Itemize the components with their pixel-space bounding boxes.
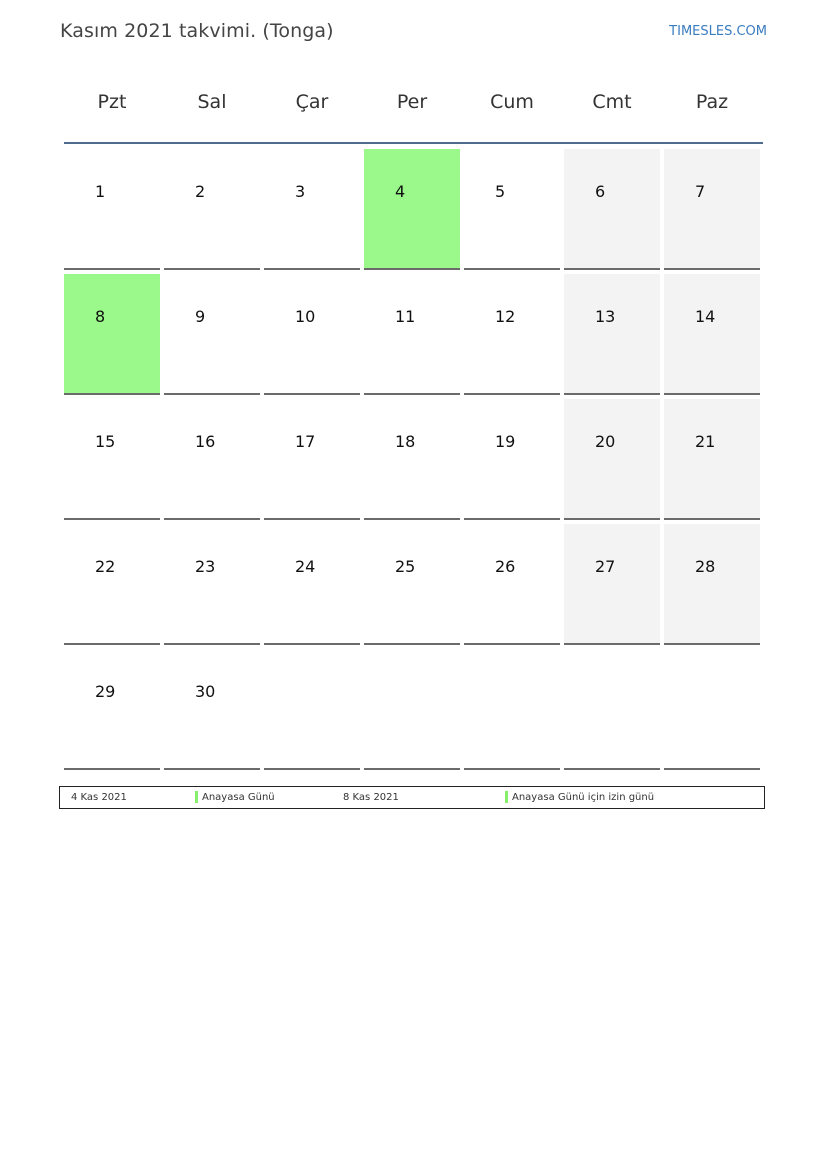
day-cell-17	[264, 399, 360, 520]
day-number: 4	[395, 182, 406, 201]
day-cell-13	[564, 274, 660, 395]
holiday-marker	[505, 791, 508, 803]
day-number: 3	[295, 182, 306, 201]
day-number: 30	[195, 682, 216, 701]
day-number: 23	[195, 557, 216, 576]
day-cell-10	[264, 274, 360, 395]
legend-entry	[505, 792, 654, 803]
day-cell-7	[664, 149, 760, 270]
day-number: 29	[95, 682, 116, 701]
day-number: 25	[395, 557, 416, 576]
day-cell-16	[164, 399, 260, 520]
day-cell-26	[464, 524, 560, 645]
day-number: 14	[695, 307, 716, 326]
calendar-grid	[64, 149, 760, 770]
day-number: 16	[195, 432, 216, 451]
day-cell-30	[164, 649, 260, 770]
day-cell-19	[464, 399, 560, 520]
day-number: 7	[695, 182, 706, 201]
day-cell-28	[664, 524, 760, 645]
holiday-legend	[59, 786, 765, 809]
day-cell-12	[464, 274, 560, 395]
day-cell-25	[364, 524, 460, 645]
day-cell-empty	[464, 649, 560, 770]
day-cell-3	[264, 149, 360, 270]
day-number: 11	[395, 307, 416, 326]
day-cell-2	[164, 149, 260, 270]
day-number: 1	[95, 182, 106, 201]
day-cell-20	[564, 399, 660, 520]
day-number: 19	[495, 432, 516, 451]
day-cell-4	[364, 149, 460, 270]
page-title: Kasım 2021 takvimi. (Tonga)	[60, 20, 334, 42]
day-number: 28	[695, 557, 716, 576]
day-number: 2	[195, 182, 206, 201]
weekday-label: Sal	[197, 91, 227, 113]
weekday-header-row	[64, 91, 764, 113]
brand-link[interactable]: TIMESLES.COM	[669, 24, 767, 39]
day-cell-15	[64, 399, 160, 520]
day-number: 15	[95, 432, 116, 451]
weekday-label: Cum	[490, 91, 534, 113]
legend-holiday-name: Anayasa Günü	[202, 792, 275, 803]
day-cell-6	[564, 149, 660, 270]
day-number: 27	[595, 557, 616, 576]
legend-holiday-name: Anayasa Günü için izin günü	[512, 792, 655, 803]
day-cell-9	[164, 274, 260, 395]
day-cell-18	[364, 399, 460, 520]
day-number: 13	[595, 307, 616, 326]
day-number: 8	[95, 307, 106, 326]
day-number: 22	[95, 557, 116, 576]
day-cell-5	[464, 149, 560, 270]
weekday-label: Paz	[695, 91, 729, 113]
day-cell-23	[164, 524, 260, 645]
legend-entry	[195, 792, 275, 803]
day-cell-1	[64, 149, 160, 270]
day-number: 6	[595, 182, 606, 201]
day-cell-14	[664, 274, 760, 395]
day-cell-empty	[364, 649, 460, 770]
header-divider	[64, 142, 763, 144]
day-cell-empty	[664, 649, 760, 770]
day-cell-empty	[264, 649, 360, 770]
day-number: 10	[295, 307, 316, 326]
day-number: 20	[595, 432, 616, 451]
day-number: 17	[295, 432, 316, 451]
legend-date: 4 Kas 2021	[71, 792, 127, 803]
day-number: 18	[395, 432, 416, 451]
day-cell-24	[264, 524, 360, 645]
day-cell-22	[64, 524, 160, 645]
day-cell-29	[64, 649, 160, 770]
day-number: 5	[495, 182, 506, 201]
day-cell-11	[364, 274, 460, 395]
day-cell-8	[64, 274, 160, 395]
day-cell-21	[664, 399, 760, 520]
weekday-label: Per	[396, 91, 428, 113]
day-number: 26	[495, 557, 516, 576]
day-cell-empty	[564, 649, 660, 770]
day-number: 12	[495, 307, 516, 326]
weekday-label: Çar	[295, 91, 329, 113]
day-number: 24	[295, 557, 316, 576]
weekday-label: Cmt	[592, 91, 632, 113]
holiday-marker	[195, 791, 198, 803]
day-cell-27	[564, 524, 660, 645]
weekday-label: Pzt	[97, 91, 127, 113]
day-number: 21	[695, 432, 716, 451]
legend-date: 8 Kas 2021	[343, 792, 399, 803]
day-number: 9	[195, 307, 206, 326]
